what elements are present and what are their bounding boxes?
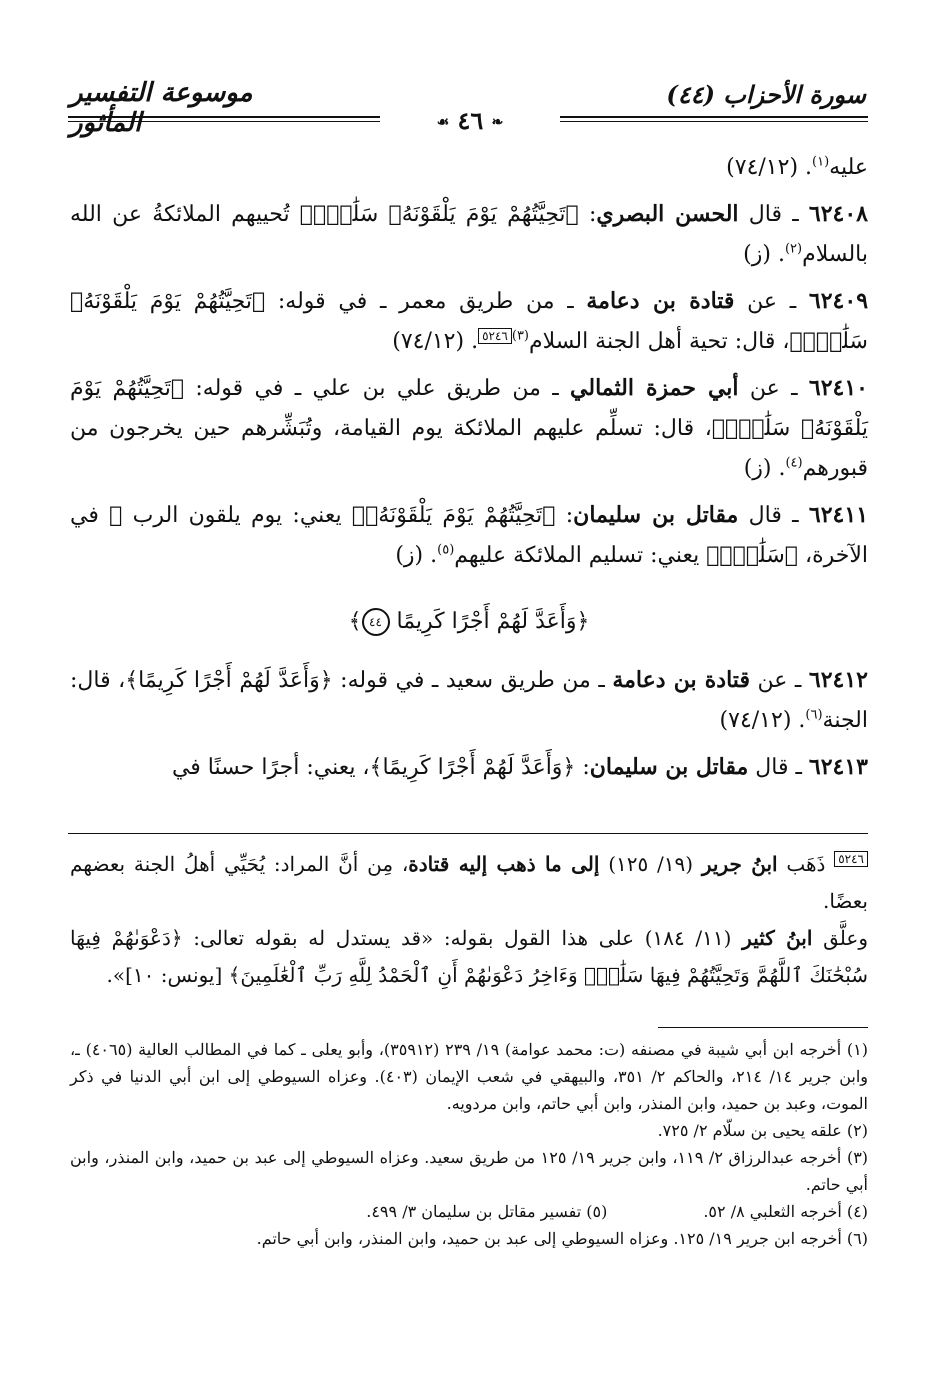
commentary-ref-box: ٥٢٤٦ [478,328,512,344]
verse-close: ﴾ [348,609,362,634]
entry-62408 [70,194,868,275]
entry-text: ، قال: تسلِّم عليهم الملائكة يوم القيامة، وتُبَشِّرهم حين يخرجون من قبورهم [70,416,868,481]
main-text [70,148,868,794]
footnote-6: (٦) أخرجه ابن جرير ١٩/ ١٢٥. وعزاه السيوطي إلى عبد بن حميد، وابن المنذر، وابن أبي حاتم. [256,1229,868,1248]
entry-number: ٦٢٤٠٩ [808,288,869,314]
entry-connector: ـ قال [748,755,809,780]
commentary-text: ذَهَب [777,852,835,876]
footnotes [70,1036,868,1252]
commentary-para-2 [70,920,868,994]
surah-title: سورة الأحزاب (٤٤) [666,80,866,109]
footnote-ref: (٤) [785,455,803,471]
footnote-ref: (٥) [437,542,455,558]
entry-number: ٦٢٤١٢ [808,667,868,693]
ornament-icon: ☙ [436,114,450,131]
narrator-name: قتادة بن دعامة [612,667,750,693]
entry-text: ، يعني: أجرًا حسنًا في [171,755,370,780]
entry-62409 [70,281,868,362]
entry-chain: ـ من طريق معمر ـ في قوله: [265,289,587,314]
verse-text: ﴿وَأَعَدَّ لَهُمْ أَجْرًا كَرِيمًا [396,609,590,634]
footnote-row [70,1198,868,1225]
commentary-para-1 [70,846,868,920]
footnote-ref: (٣) [511,328,529,344]
footnote-5: (٥) تفسير مقاتل بن سليمان ٣/ ٤٩٩. [366,1202,608,1221]
narrator-name: مقاتل بن سليمان [589,754,749,780]
entry-connector: ـ عن [734,289,809,314]
entry-chain: : [578,202,597,227]
commentary-text: (١١/ ١٨٤) على هذا القول بقوله: «قد يستدل له بقوله تعالى: [182,926,743,950]
entry-source: . (٧٤/١٢) [719,708,806,733]
commentary-text: [يونس: ١٠]». [106,963,229,987]
entry-number: ٦٢٤١١ [808,502,869,528]
entry-source: . (٧٤/١٢) [392,329,479,354]
entry-number: ٦٢٤١٠ [808,375,868,401]
commentary-ref: (١٩/ ١٢٥) [599,852,702,876]
entry-chain: ـ من طريق سعيد ـ في قوله: [332,668,613,693]
entry-chain: : [575,755,590,780]
book-title: موسوعة التفسير المأثور [70,78,253,138]
entry-text: ، قال: تحية أهل الجنة السلام [529,329,790,354]
footnote-2: (٢) علقه يحيى بن سلّام ٢/ ٧٢٥. [657,1121,868,1140]
entry-chain: ـ من طريق علي بن علي ـ في قوله: [184,376,571,401]
footnote-ref: (١) [812,154,830,170]
entry-connector: ـ قال [738,202,809,227]
entry-connector: ـ عن [738,376,809,401]
narrator-name: قتادة بن دعامة [586,288,735,314]
commentary-text: ، مِن أنَّ المراد: يُحَيِّي أهلُ الجنة بعضهم بعضًا. [70,852,868,913]
quran-quote: ﴿وَأَعَدَّ لَهُمْ أَجْرًا كَرِيمًا﴾ [369,755,576,780]
commentary-ref-box: ٥٢٤٦ [834,851,868,867]
footnote-4: (٤) أخرجه الثعلبي ٨/ ٥٢. [703,1202,868,1221]
entry-chain: : [555,503,574,528]
quran-quote: ﴿سَلَٰمٌۚ﴾ [706,543,798,568]
entry-62413 [70,747,868,788]
narrator-name: مقاتل بن سليمان [573,502,739,528]
scholar-name: ابنُ كثير [742,926,813,950]
footnote-ref: (٢) [784,241,803,257]
page-number: ٤٦ [457,106,484,135]
entry-text: ، قال: الجنة [70,668,868,733]
quran-quote: ﴿دَعْوَىٰهُمْ فِيهَا سُبْحَٰنَكَ ٱللَّهُمَّ وَتَحِيَّتُهُمْ فِيهَا سَلَٰمٌۚ وَءَاخِرُ دَعْوَىٰهُمْ أَنِ ٱلْحَمْدُ لِلَّهِ رَبِّ ٱلْعَٰلَمِينَ﴾ [70,926,868,987]
narrator-name: أبي حمزة الثمالي [570,375,739,401]
footnote-3: (٣) أخرجه عبدالرزاق ٢/ ١١٩، وابن جرير ١٩/ ١٢٥ من طريق سعيد. وعزاه السيوطي إلى عبد بن حميد، وابن المنذر، وابن أبي حاتم. [70,1148,869,1194]
verse-heading [70,602,868,642]
commentary [70,846,868,994]
entry-source: . (ز) [743,456,786,481]
entry-connector: ـ عن [749,668,809,693]
quran-quote: ﴿تَحِيَّتُهُمْ يَوْمَ يَلْقَوْنَهُۥ﴾ [351,503,556,528]
entry-text: تُحييهم الملائكةُ عن الله بالسلام [70,202,868,267]
quran-quote: ﴿وَأَعَدَّ لَهُمْ أَجْرًا كَرِيمًا﴾ [125,668,333,693]
entry-text: عليه [829,155,868,180]
quran-quote: ﴿تَحِيَّتُهُمْ يَوْمَ يَلْقَوْنَهُۥ سَلَٰمٌۚ﴾ [70,289,868,354]
entry-source: . (ز) [395,543,438,568]
entry-number: ٦٢٤١٣ [808,754,868,780]
entry-text: يعني: تسليم الملائكة عليهم [454,543,707,568]
page-number-block [380,106,560,136]
footnote-rule [658,1027,868,1028]
footnote-ref: (٦) [805,707,823,723]
commentary-bold: إلى ما ذهب إليه قتادة [408,852,600,876]
quran-quote: ﴿تَحِيَّتُهُمْ يَوْمَ يَلْقَوْنَهُۥ سَلَٰمٌۚ﴾ [70,376,869,441]
quran-quote: ﴿تَحِيَّتُهُمْ يَوْمَ يَلْقَوْنَهُۥ سَلَٰمٌۚ﴾ [299,202,579,227]
entry-source: . (٧٤/١٢) [726,155,813,180]
ornament-icon: ❧ [491,114,504,131]
verse-number-icon: ٤٤ [362,608,390,636]
entry-62411 [70,495,868,576]
entry-connector: ـ قال [738,503,809,528]
commentary-rule [68,833,868,834]
entry-62410 [70,368,868,489]
entry-continued [70,148,868,188]
entry-text: يعني: يوم يلقون الرب ﷻ في الآخرة، [70,503,868,568]
entry-source: . (ز) [743,242,785,267]
entry-62412 [70,660,868,741]
narrator-name: الحسن البصري [596,201,739,227]
scholar-name: ابنُ جرير [701,852,778,876]
commentary-text: وعلَّق [812,926,868,950]
entry-number: ٦٢٤٠٨ [808,201,868,227]
footnote-1: (١) أخرجه ابن أبي شيبة في مصنفه (ت: محمد عوامة) ١٩/ ٢٣٩ (٣٥٩١٢)، وأبو يعلى ـ كما في المطالب العالية (٤٠٦٥) ـ، وابن جرير ١٤/ ٢١٤، والحاكم ٢/ ٣٥١، والبيهقي في شعب الإيمان (٤٠٣). وعزاه السيوطي إلى ابن أبي الدنيا في ذكر الموت، وعبد بن حميد، وابن المنذر، وابن أبي حاتم، وابن مردويه. [70,1040,869,1113]
